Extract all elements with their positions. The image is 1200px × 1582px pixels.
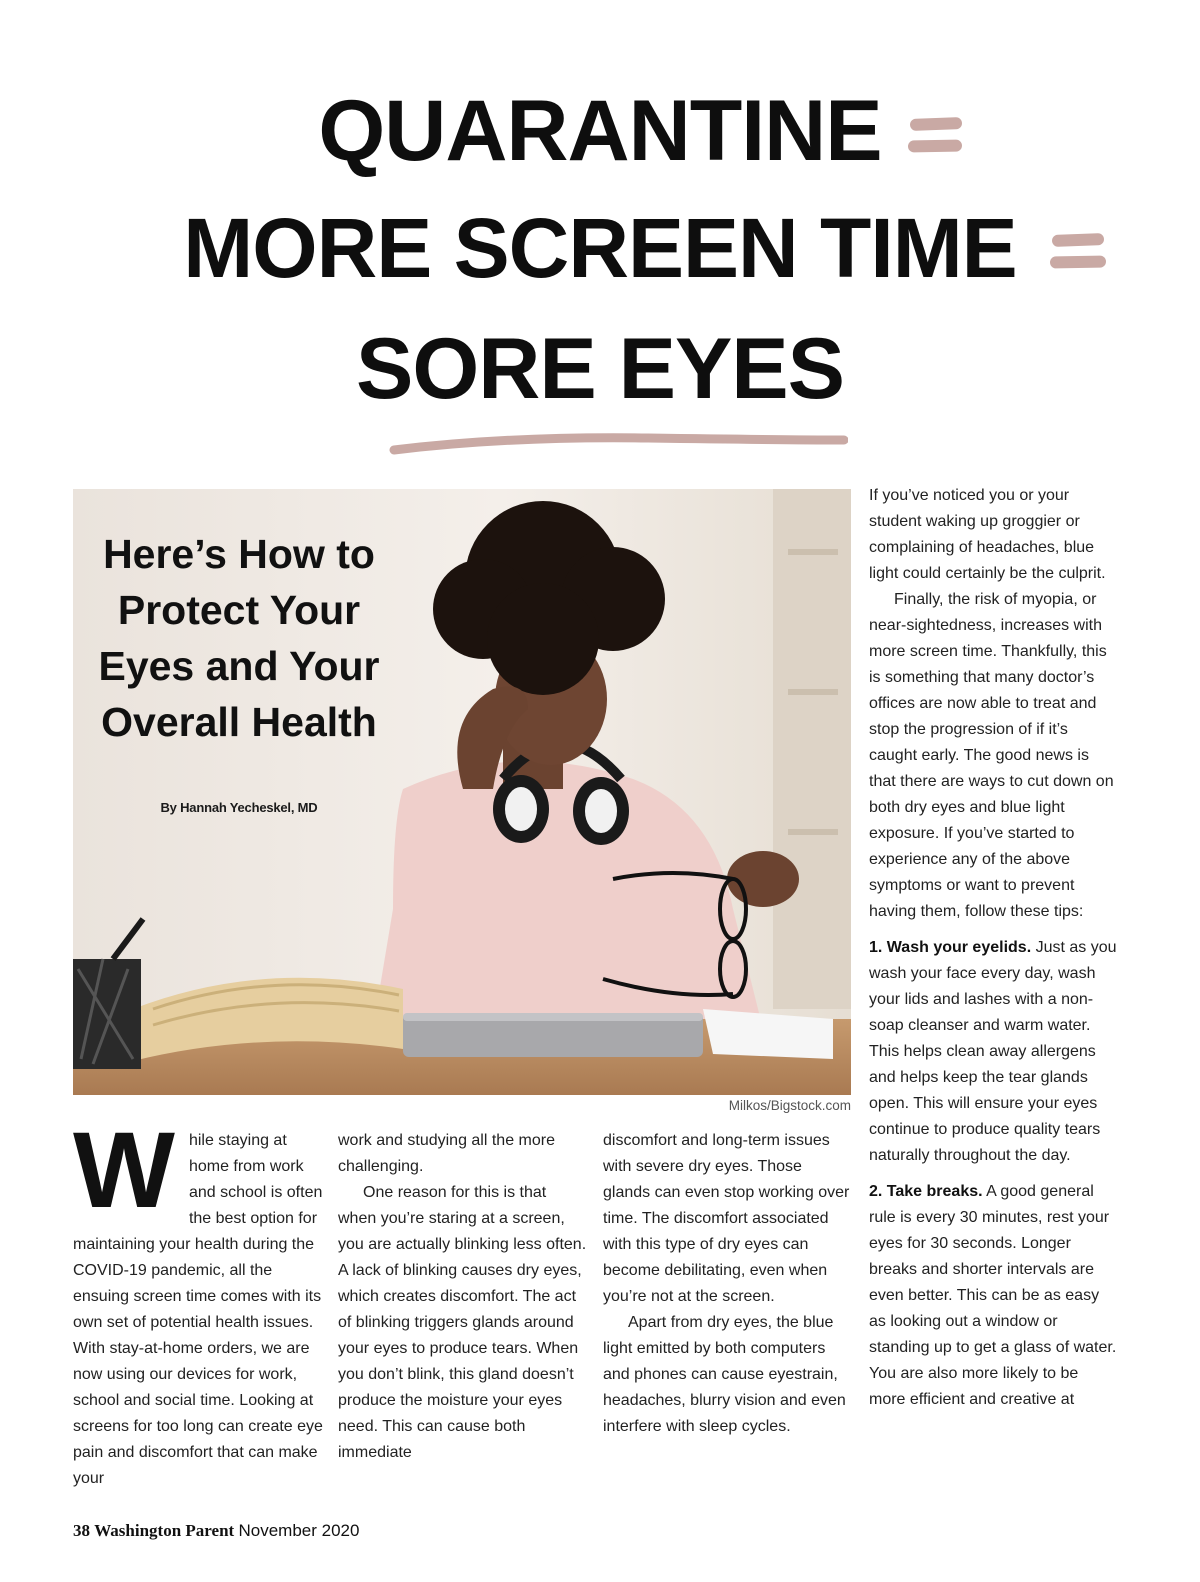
- drop-cap: W: [73, 1109, 175, 1230]
- photo-credit: Milkos/Bigstock.com: [728, 1098, 851, 1113]
- tip-1: [869, 935, 1119, 1169]
- tip-2-body: A good general rule is every 30 minutes, rest your eyes for 30 seconds. Longer breaks and shorter intervals are even better. This can be as easy as looking out a window or standing up to get a glass of water. You are also more likely to be more efficient and creative at: [869, 1183, 1117, 1408]
- headline-line-1: QUARANTINE: [318, 83, 882, 179]
- article-column-1: [73, 1109, 323, 1492]
- article-column-4: [869, 483, 1119, 1413]
- tip-1-body: Just as you wash your face every day, wash your lids and lashes with a non-soap cleanser and warm water. This helps clean away allergens and helps keep the tear glands open. This will ensure your eyes continue to produce quality tears naturally throughout the day.: [869, 939, 1117, 1164]
- byline: By Hannah Yecheskel, MD: [160, 800, 318, 815]
- tip-2-heading: 2. Take breaks.: [869, 1183, 983, 1200]
- tip-1-heading: 1. Wash your eyelids.: [869, 939, 1032, 956]
- paragraph: discomfort and long-term issues with severe dry eyes. Those glands can even stop working over time. The discomfort associated with this type of dry eyes can become debilitating, even when you’re not at the screen.: [603, 1132, 850, 1305]
- paragraph: Finally, the risk of myopia, or near-sightedness, increases with more screen time. Thankfully, this is something that many doctor’s offices are now able to treat and stop the progression of if it’s caught early. The good news is that there are ways to cut down on both dry eyes and blue light exposure. If you’ve started to experience any of the above symptoms or want to prevent having them, follow these tips:: [869, 591, 1114, 920]
- deck-title: Here’s How to Protect Your Eyes and Your Overall Health: [98, 531, 380, 745]
- page-footer: [73, 1521, 359, 1541]
- issue-date: November 2020: [238, 1521, 360, 1540]
- headline-line-2: MORE SCREEN TIME: [183, 201, 1017, 295]
- headline-underline: [388, 428, 848, 458]
- tip-2: [869, 1179, 1119, 1413]
- paragraph: Apart from dry eyes, the blue light emitted by both computers and phones can cause eyestrain, headaches, blurry vision and even interfere with sleep cycles.: [603, 1314, 846, 1435]
- headline-line-3: SORE EYES: [355, 321, 845, 417]
- page-number: 38: [73, 1521, 90, 1540]
- article-column-3: [603, 1128, 853, 1440]
- paragraph: work and studying all the more challenging.: [338, 1132, 555, 1175]
- article-column-2: [338, 1128, 588, 1466]
- paragraph: hile staying at home from work and school is often the best option for maintaining your health during the COVID-19 pandemic, all the ensuing screen time comes with its own set of potential health issues. With stay-at-home orders, we are now using our devices for work, school and social time. Looking at screens for too long can create eye pain and discomfort that can make your: [73, 1132, 323, 1487]
- publication-name: Washington Parent: [94, 1521, 235, 1540]
- paragraph: One reason for this is that when you’re staring at a screen, you are actually blinking less often. A lack of blinking causes dry eyes, which creates discomfort. The act of blinking triggers glands around your eyes to produce tears. When you don’t blink, this gland doesn’t produce the moisture your eyes need. This can cause both immediate: [338, 1184, 587, 1461]
- paragraph: If you’ve noticed you or your student waking up groggier or complaining of headaches, blue light could certainly be the culprit.: [869, 487, 1106, 582]
